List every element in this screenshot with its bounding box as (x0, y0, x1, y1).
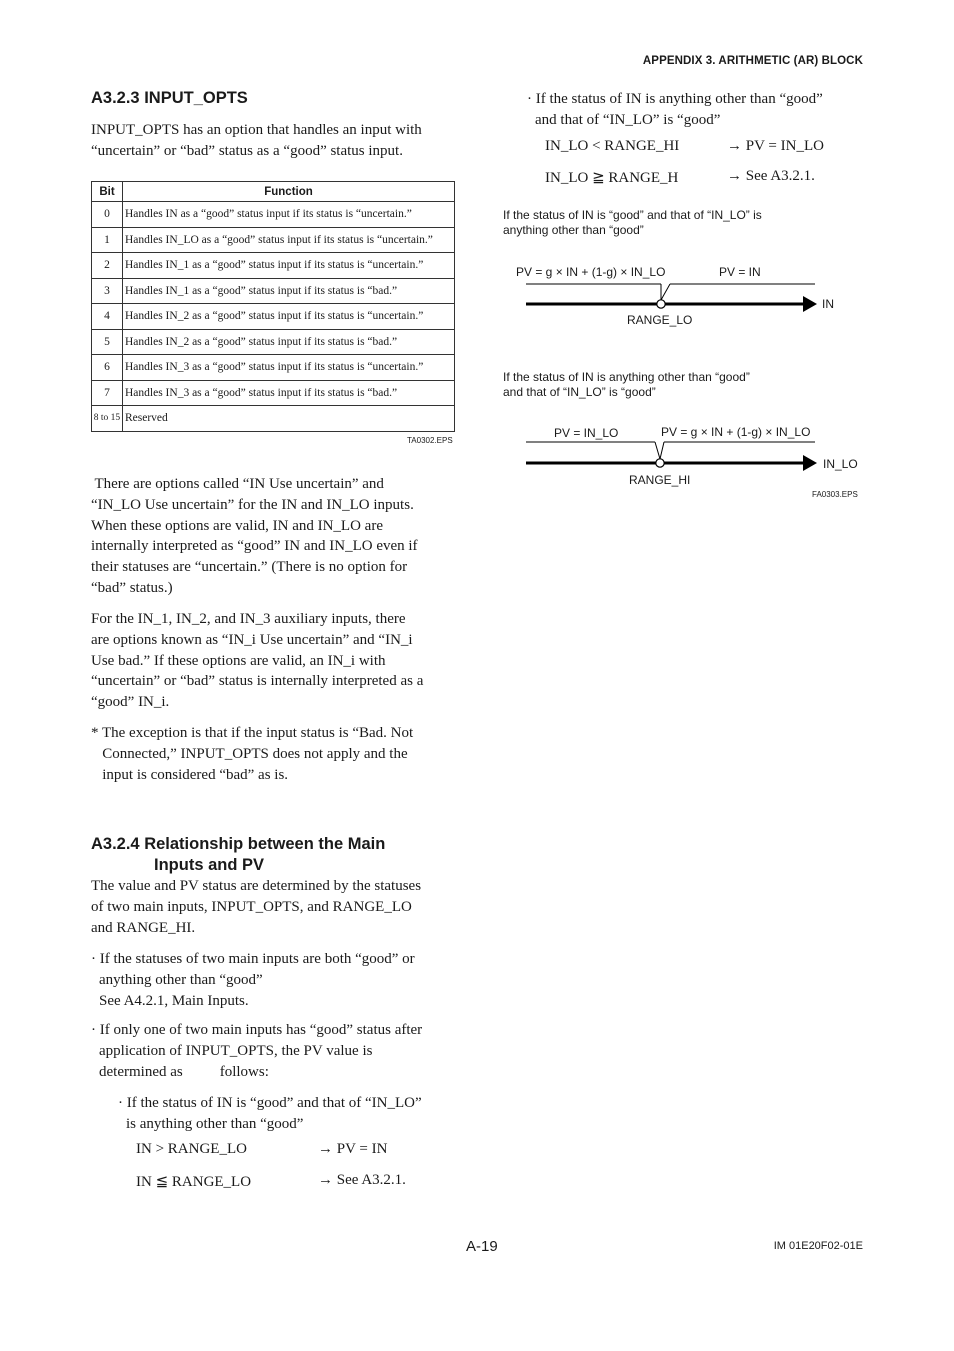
function-cell: Handles IN_LO as a “good” status input if its status is “uncertain.” (123, 227, 455, 253)
formula-result: → See A3.2.1. (318, 1172, 406, 1188)
text-line: is anything other than “good” (126, 1115, 304, 1132)
input-opts-note (91, 723, 413, 785)
bit-cell: 1 (92, 227, 123, 253)
diagram-right-label: PV = IN (719, 265, 761, 279)
function-cell: Handles IN_3 as a “good” status input if its status is “uncertain.” (123, 355, 455, 381)
bit-cell: 5 (92, 329, 123, 355)
text-line: “good” IN_i. (91, 694, 170, 711)
figure-caption-2 (503, 370, 750, 400)
sub-bullet-in-good (118, 1093, 422, 1135)
table-row (92, 329, 455, 355)
formula-cond: IN_LO < RANGE_HI (545, 138, 680, 154)
text-line: anything other than “good” (99, 971, 263, 988)
diagram-left-label: PV = IN_LO (554, 426, 619, 440)
input-opts-para-2 (91, 609, 423, 713)
region-tick (655, 442, 660, 459)
table-row (92, 406, 455, 432)
text-line: · If the status of IN is anything other than “good” (527, 91, 823, 107)
sub-bullet-in-lo-good (527, 89, 823, 131)
diagram-axis-label: IN (822, 297, 834, 311)
range-point-marker (657, 300, 665, 308)
axis-arrow-icon (803, 296, 817, 312)
main-inputs-intro (91, 876, 421, 938)
table-row (92, 355, 455, 381)
diagram-point-label: RANGE_LO (627, 313, 693, 327)
axis-arrow-icon (803, 455, 817, 471)
text-line: Connected,” INPUT_OPTS does not apply and the (91, 745, 408, 762)
bit-cell: 4 (92, 304, 123, 330)
bullet-one-good (91, 1020, 422, 1082)
figure-caption-1 (503, 208, 762, 238)
bit-cell: 0 (92, 202, 123, 228)
input-opts-intro (91, 120, 422, 162)
text-line: · If only one of two main inputs has “good” status after (91, 1022, 423, 1038)
running-header: APPENDIX 3. ARITHMETIC (AR) BLOCK (642, 55, 863, 67)
text-line: anything other than “good” (503, 223, 644, 237)
text-line: and RANGE_HI. (91, 919, 196, 936)
table-header-bit: Bit (92, 182, 123, 202)
text-line: There are options called “IN Use uncertain” and (91, 476, 384, 492)
text-line: input is considered “bad” as is. (91, 766, 289, 783)
text-line: If the status of IN is “good” and that of “IN_LO” is (503, 208, 762, 222)
text-line: See A4.2.1, Main Inputs. (99, 992, 249, 1009)
bit-cell: 3 (92, 278, 123, 304)
text-line: INPUT_OPTS has an option that handles an input with (91, 122, 422, 138)
text-line: The value and PV status are determined by the statuses (91, 878, 422, 894)
diagram-right-label: PV = g × IN + (1-g) × IN_LO (661, 425, 811, 439)
formula-result: → See A3.2.1. (727, 168, 815, 184)
heading-line: Inputs and PV (154, 856, 265, 874)
text-line: follows: (219, 1063, 269, 1080)
text-line: their statuses are “uncertain.” (There is no option for (91, 559, 408, 576)
text-line: · If the statuses of two main inputs are both “good” or (91, 951, 415, 967)
text-line: “uncertain” or “bad” status is internally interpreted as a (91, 673, 424, 690)
diagram-axis-label: IN_LO (823, 457, 858, 471)
text-line: Use bad.” If these options are valid, an IN_i with (91, 652, 386, 669)
heading-line: A3.2.4 Relationship between the Main (91, 835, 386, 853)
figure-eps-label: FA0303.EPS (812, 490, 858, 499)
document-id: IM 01E20F02-01E (773, 1240, 863, 1252)
formula-cond: IN_LO ≧ RANGE_H (545, 170, 679, 186)
bit-cell: 2 (92, 253, 123, 279)
text-line: and that of “IN_LO” is “good” (535, 111, 721, 128)
diagram-point-label: RANGE_HI (629, 473, 691, 487)
bit-cell: 7 (92, 380, 123, 406)
input-opts-para-1 (91, 474, 418, 599)
section-heading-input-opts: A3.2.3 INPUT_OPTS (91, 89, 248, 107)
text-line: of two main inputs, INPUT_OPTS, and RANGE_LO (91, 898, 412, 915)
table-eps-label: TA0302.EPS (407, 436, 453, 445)
bit-cell: 8 to 15 (92, 406, 123, 432)
region-tick (660, 442, 664, 459)
formula-cond: IN > RANGE_LO (136, 1141, 247, 1157)
table-row (92, 253, 455, 279)
input-opts-table (91, 181, 455, 432)
text-line: internally interpreted as “good” IN and IN_LO even if (91, 538, 418, 555)
text-line: If the status of IN is anything other than “good” (503, 370, 750, 384)
table-row (92, 278, 455, 304)
function-cell: Handles IN_1 as a “good” status input if its status is “uncertain.” (123, 253, 455, 279)
section-heading-main-inputs-pv (91, 834, 385, 876)
text-line: determined as (99, 1063, 183, 1080)
table-row (92, 380, 455, 406)
function-cell: Handles IN_1 as a “good” status input if its status is “bad.” (123, 278, 455, 304)
page-number: A-19 (466, 1238, 498, 1255)
bullet-both-status (91, 949, 415, 1011)
text-line: and that of “IN_LO” is “good” (503, 385, 656, 399)
table-row (92, 227, 455, 253)
range-point-marker (656, 459, 664, 467)
text-line: * The exception is that if the input status is “Bad. Not (91, 725, 414, 741)
formula-result: → PV = IN (318, 1141, 388, 1157)
function-cell: Handles IN_3 as a “good” status input if its status is “bad.” (123, 380, 455, 406)
table-row (92, 304, 455, 330)
function-cell: Handles IN as a “good” status input if its status is “uncertain.” (123, 202, 455, 228)
text-line: · If the status of IN is “good” and that of “IN_LO” (118, 1095, 422, 1111)
region-tick (661, 284, 670, 300)
table-header-function: Function (123, 182, 455, 202)
text-line: are options known as “IN_i Use uncertain” and “IN_i (91, 631, 413, 648)
diagram-left-label: PV = g × IN + (1-g) × IN_LO (516, 265, 666, 279)
text-line: “uncertain” or “bad” status as a “good” status input. (91, 142, 403, 159)
function-cell: Handles IN_2 as a “good” status input if its status is “bad.” (123, 329, 455, 355)
formula-result: → PV = IN_LO (727, 138, 824, 154)
table-row (92, 202, 455, 228)
function-cell: Handles IN_2 as a “good” status input if its status is “uncertain.” (123, 304, 455, 330)
text-line: “IN_LO Use uncertain” for the IN and IN_LO inputs. (91, 496, 414, 513)
text-line: For the IN_1, IN_2, and IN_3 auxiliary inputs, there (91, 611, 406, 627)
text-line: application of INPUT_OPTS, the PV value is (99, 1042, 373, 1059)
function-cell: Reserved (123, 406, 455, 432)
text-line: “bad” status.) (91, 579, 173, 596)
bit-cell: 6 (92, 355, 123, 381)
formula-cond: IN ≦ RANGE_LO (136, 1174, 252, 1190)
text-line: When these options are valid, IN and IN_LO are (91, 517, 383, 534)
